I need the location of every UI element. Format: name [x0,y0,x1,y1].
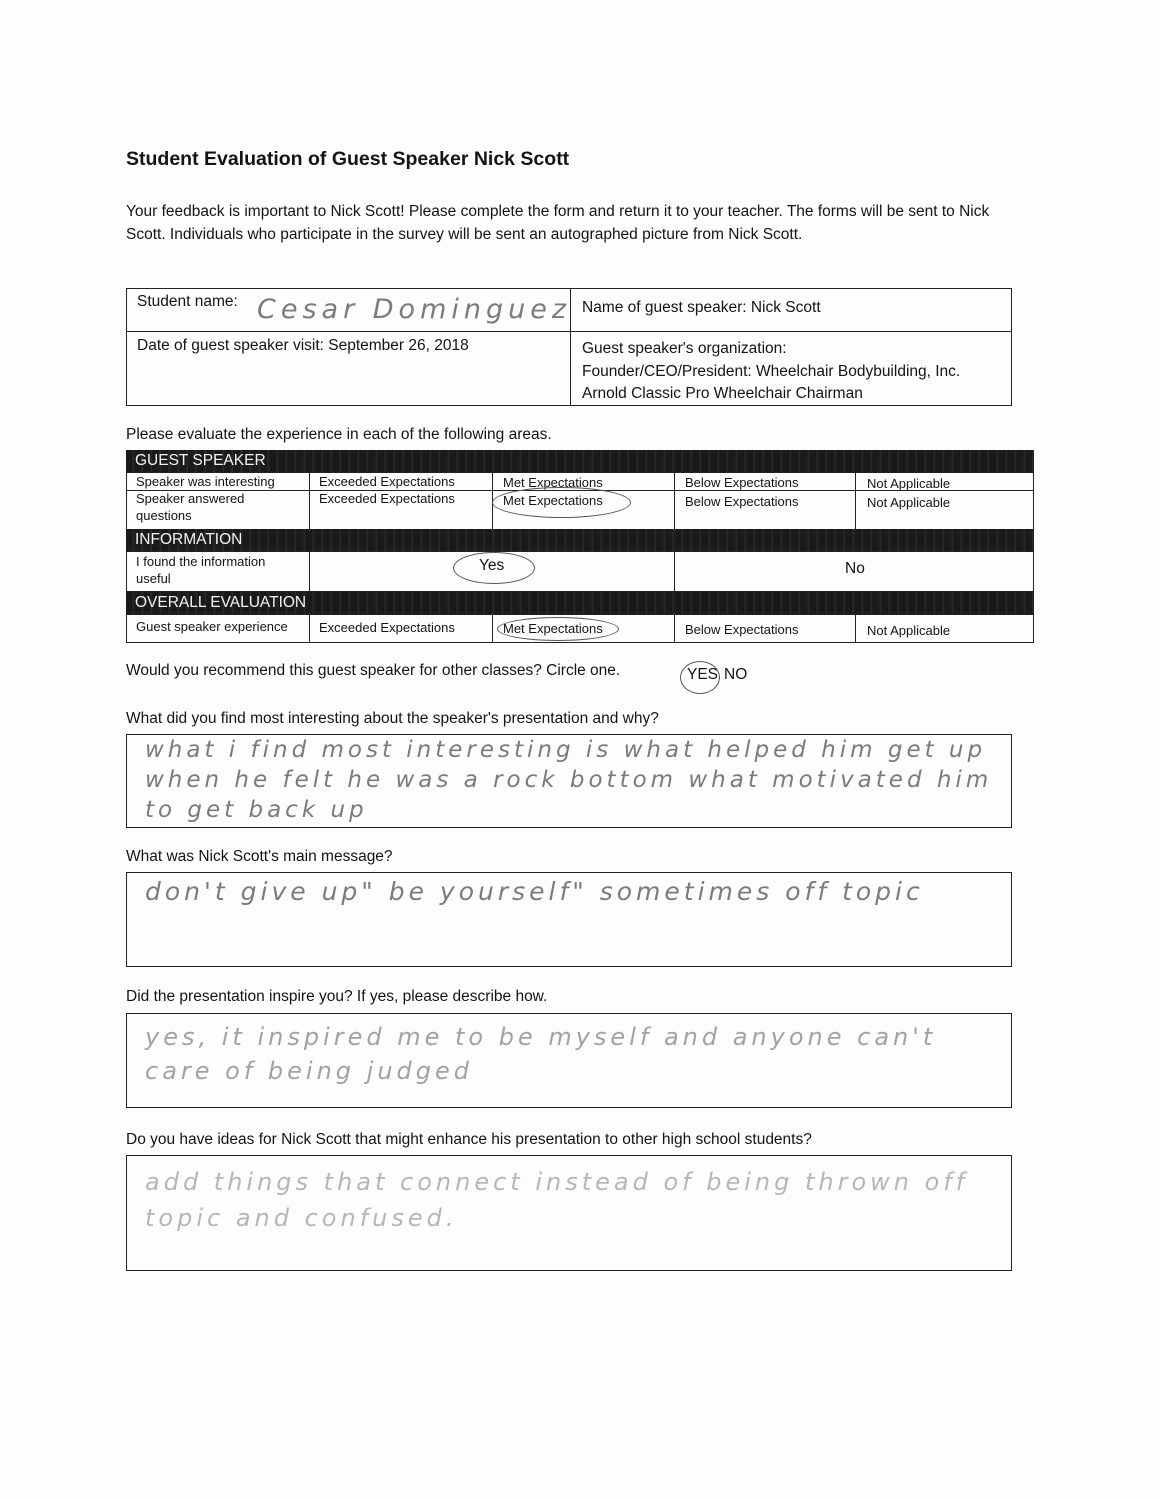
row-information-useful [126,551,1034,592]
option-exceeded[interactable]: Exceeded Expectations [319,491,455,506]
col-divider [492,490,493,532]
speaker-name: Name of guest speaker: Nick Scott [582,299,821,316]
col-divider [309,552,310,591]
option-met[interactable]: Met Expectations [503,621,603,636]
question-1-answer: what i find most interesting is what helped him get up when he felt he was a rock bottom what motivated him to get back up [145,737,993,823]
col-divider [309,473,310,490]
recommend-yes[interactable]: YES [687,666,719,683]
option-na[interactable]: Not Applicable [867,495,951,510]
row-label: Speaker answered questions [136,491,245,523]
question-3-answer: yes, it inspired me to be myself and anyone can't care of being judged [145,1023,937,1085]
form-title: Student Evaluation of Guest Speaker Nick Scott [126,148,570,170]
selection-circle [497,617,619,641]
question-4-answer-box[interactable] [126,1155,1012,1271]
question-2-prompt: What was Nick Scott's main message? [126,848,393,865]
info-table [126,288,1012,406]
row-label: Speaker was interesting [136,474,275,489]
question-4-answer: add things that connect instead of being thrown off topic and confused. [145,1168,969,1232]
option-met[interactable]: Met Expectations [503,475,603,490]
col-divider [855,615,856,642]
option-na[interactable]: Not Applicable [867,476,951,491]
col-divider [674,473,675,490]
section-overall: OVERALL EVALUATION [126,592,1034,614]
option-below[interactable]: Below Expectations [685,494,799,509]
selection-circle [680,661,720,694]
question-1-answer-box[interactable] [126,734,1012,828]
option-below[interactable]: Below Expectations [685,475,799,490]
section-information: INFORMATION [126,529,1034,551]
recommend-no[interactable]: NO [724,666,748,683]
option-no[interactable]: No [845,560,865,577]
visit-date: Date of guest speaker visit: September 26, 2018 [137,337,469,354]
student-name-value[interactable]: Cesar Dominguez [257,294,572,325]
selection-circle [453,552,535,584]
row-overall-experience [126,614,1034,643]
col-divider [855,490,856,532]
question-1-prompt: What did you find most interesting about the speaker's presentation and why? [126,710,659,727]
row-label: Guest speaker experience [136,619,288,634]
col-divider [492,615,493,642]
question-3-answer-box[interactable] [126,1013,1012,1108]
option-na[interactable]: Not Applicable [867,623,951,638]
org-label: Guest speaker's organization: [582,340,787,357]
row-label: I found the information useful [136,554,266,586]
question-3-prompt: Did the presentation inspire you? If yes, please describe how. [126,988,548,1005]
question-2-answer-box[interactable] [126,872,1012,967]
col-divider [309,615,310,642]
intro-text: Your feedback is important to Nick Scott! Please complete the form and return it to your teacher. The forms will be sent to Nick Scott. Individuals who participate in the survey will be sent an autographed picture from Nick Scott. [126,203,990,243]
info-divider-horizontal [127,331,1011,332]
question-2-answer: don't give up" be yourself" sometimes off topic [145,877,924,906]
org-line-2: Arnold Classic Pro Wheelchair Chairman [582,385,863,402]
evaluation-table [126,450,1034,643]
option-below[interactable]: Below Expectations [685,622,799,637]
row-speaker-answered [126,490,1034,533]
student-name-label: Student name: [137,293,238,310]
option-exceeded[interactable]: Exceeded Expectations [319,620,455,635]
col-divider [309,490,310,532]
question-4-prompt: Do you have ideas for Nick Scott that might enhance his presentation to other high school students? [126,1131,812,1148]
col-divider [674,552,675,591]
col-divider [674,615,675,642]
selection-circle [492,487,631,518]
org-line-1: Founder/CEO/President: Wheelchair Bodybuilding, Inc. [582,363,961,380]
evaluation-intro: Please evaluate the experience in each of the following areas. [126,426,552,443]
section-guest-speaker: GUEST SPEAKER [126,450,1034,472]
col-divider [492,473,493,490]
col-divider [674,490,675,532]
option-exceeded[interactable]: Exceeded Expectations [319,474,455,489]
recommend-question: Would you recommend this guest speaker for other classes? Circle one. [126,662,621,679]
option-yes[interactable]: Yes [479,557,505,574]
col-divider [855,473,856,490]
option-met[interactable]: Met Expectations [503,493,603,508]
